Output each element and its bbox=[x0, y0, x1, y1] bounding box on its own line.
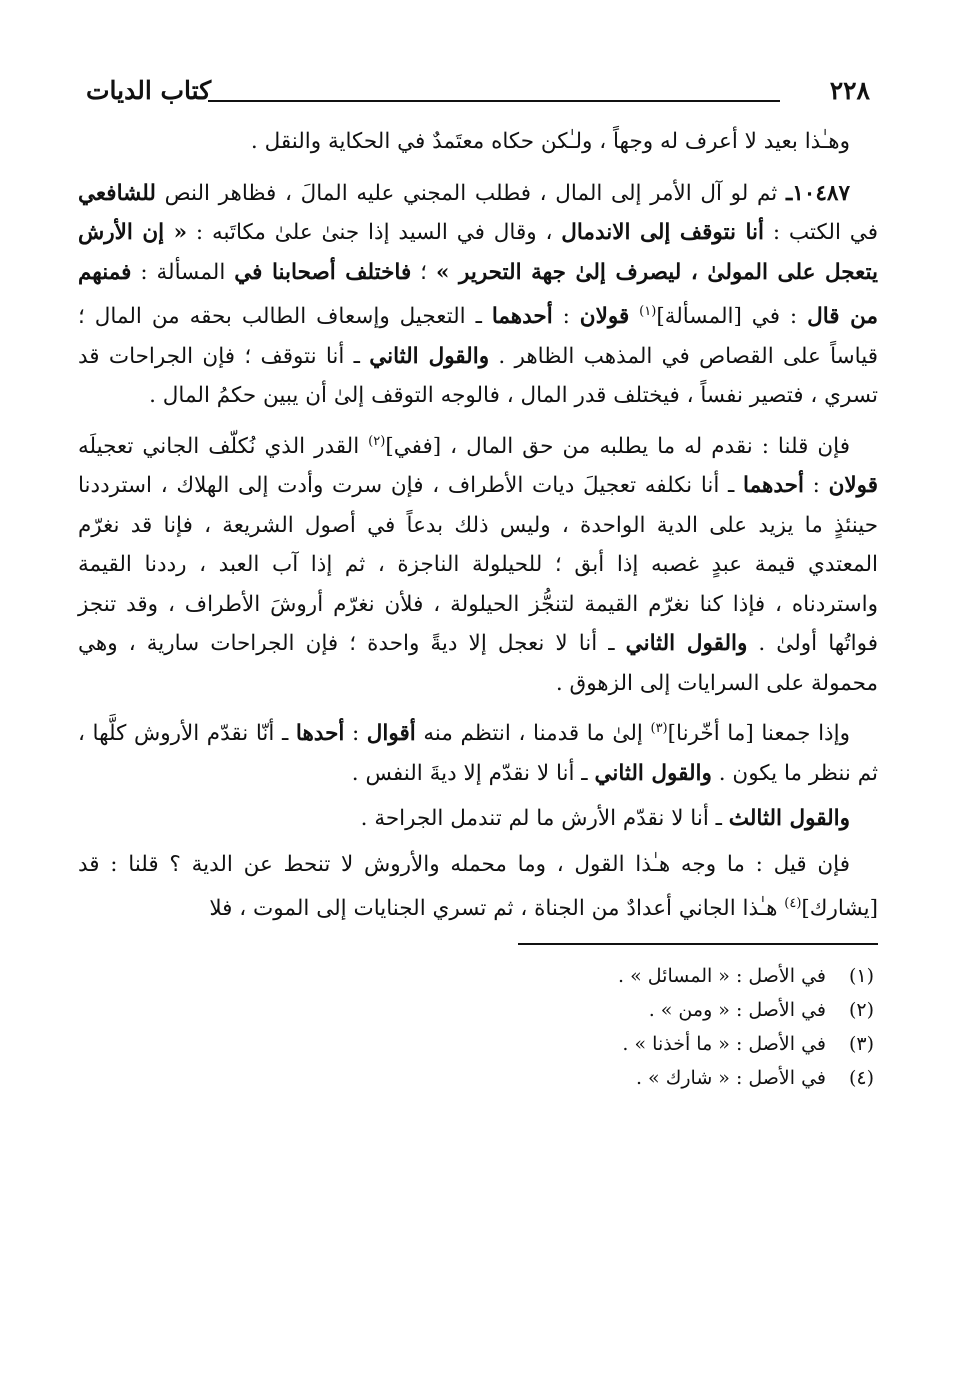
document-page bbox=[78, 70, 878, 1095]
bold-term: للشافعي bbox=[78, 180, 156, 206]
footnote-text: في الأصل : « ومن » . bbox=[648, 999, 826, 1022]
text-run: وهـٰذا بعيد لا أعرف له وجهاً ، ولـٰكن حكاه معتَمدٌ في الحكاية والنقل . bbox=[250, 129, 850, 154]
text-run: فإن قلنا : نقدم له ما يطلبه من حق المال ، [ففي] bbox=[385, 433, 850, 459]
footnote-text: في الأصل : « المسائل » . bbox=[618, 965, 826, 988]
paragraph-6 bbox=[78, 845, 878, 929]
footnote-ref: (٣) bbox=[650, 721, 668, 737]
body-text bbox=[78, 122, 878, 929]
text-run: : bbox=[803, 473, 829, 499]
bold-term: ١٠٤٨٧ـ bbox=[785, 180, 850, 206]
bold-term: والقول الثاني bbox=[369, 343, 490, 369]
bold-term: فمنهم من قال bbox=[78, 259, 878, 330]
text-run: هـٰذا الجاني أعدادٌ من الجناة ، ثم تسري الجنايات إلى الموت ، فلا bbox=[209, 896, 785, 922]
bold-term: والقول الثالث bbox=[728, 806, 850, 832]
footnote-rule bbox=[518, 943, 878, 945]
footnote-text: في الأصل : « شارك » . bbox=[635, 1067, 826, 1090]
text-run: ؛ bbox=[411, 259, 436, 285]
text-run: ـ أنا نتوقف ؛ فإن الجراحات قد تسري ، فتصير نفساً ، فيختلف قدر المال ، فالوجه التوقف إلىٰ أن يبين حكمُ المال . bbox=[78, 343, 878, 409]
bold-term: أحدها bbox=[295, 721, 345, 747]
text-run: إلىٰ ما قدمنا ، انتظم منه bbox=[415, 721, 651, 747]
bold-term: فاختلف أصحابنا في bbox=[234, 259, 412, 285]
text-run: ، وقال في السيد إذا جنىٰ علىٰ مكاتَبه : bbox=[187, 220, 562, 245]
text-run: ـ أنا لا نعجل إلا ديةً واحدة ؛ فإن الجراحات سارية ، وهي محمولة على السرايات إلى الزهوق . bbox=[78, 631, 878, 696]
text-run: فإن قيل : ما وجه هـٰذا القول ، وما محمله والأروش لا تنحط عن الدية ؟ قلنا : قد [يشارك] bbox=[78, 851, 878, 922]
text-run: : bbox=[344, 721, 367, 747]
paragraph-1 bbox=[78, 122, 878, 162]
paragraph-3 bbox=[78, 422, 878, 704]
footnote-number: (١) bbox=[848, 965, 874, 988]
paragraph-5 bbox=[78, 799, 878, 839]
text-run: ثم لو آل الأمر إلى المال ، فطلب المجني عليه المالَ ، فظاهر النص bbox=[155, 180, 786, 206]
text-run: ـ أنا لا نقدّم إلا ديةَ النفس . bbox=[351, 760, 595, 786]
footnote-ref: (١) bbox=[639, 304, 657, 319]
bold-term: أنا نتوقف إلى الاندمال bbox=[561, 220, 764, 245]
bold-term: قولان bbox=[579, 304, 630, 330]
footnote-ref: (٢) bbox=[368, 433, 386, 449]
text-run: ـ أنا لا نقدّم الأرش ما لم تندمل الجراحة . bbox=[360, 806, 729, 832]
bold-term: أحدهما bbox=[491, 304, 553, 330]
text-run: ـ أنا نكلفه تعجيلَ ديات الأطراف ، فإن سرت وأدت إلى الهلاك ، استرددنا حينئذٍ ما يزيد على الدية الواحدة ، وليس ذلك بدعاً في أصول الشريعة ، فإنا قد نغرّم المعتدي قيمة عبدٍ غصبه إذا أبق ؛ للحيلولة الناجزة ، ثم إذا آب العبد ، رددنا القيمة واستردناه ، فإذا كنا نغرّم القيمة لتنجُّز الحيلولة ، فلأن نغرّم أروشَ الأطراف ، وقد تنجز فواتُها أولىٰ . bbox=[78, 473, 878, 657]
chapter-title: كتاب الديات bbox=[86, 76, 212, 105]
running-header bbox=[78, 70, 878, 110]
footnotes bbox=[78, 959, 878, 1095]
paragraph-2 bbox=[78, 174, 878, 416]
text-run bbox=[629, 304, 639, 329]
footnote-number: (٤) bbox=[848, 1067, 874, 1090]
footnote-number: (٣) bbox=[848, 1033, 874, 1056]
text-run: : bbox=[552, 304, 580, 330]
footnote-text: في الأصل : « ما أخذنا » . bbox=[622, 1033, 826, 1056]
text-run: وإذا جمعنا [ما أخّرنا] bbox=[667, 721, 850, 747]
text-run: ـ التعجيل وإسعاف الطالب بحقه من المال ؛ قياساً على القصاص في المذهب الظاهر . bbox=[78, 304, 878, 369]
footnote-item bbox=[78, 993, 878, 1027]
text-run: المسألة : bbox=[131, 259, 235, 285]
footnote-item bbox=[78, 1027, 878, 1061]
text-run: ـ أنّا نقدّم الأروش كلَّها ، ثم ننظر ما يكون . bbox=[78, 721, 878, 786]
bold-term: والقول الثاني bbox=[625, 631, 748, 657]
paragraph-4 bbox=[78, 709, 878, 793]
bold-term: والقول الثاني bbox=[594, 760, 712, 786]
footnote-item bbox=[78, 959, 878, 993]
page-number: ٢٢٨ bbox=[829, 76, 870, 105]
text-run: في الكتب : bbox=[764, 220, 878, 245]
footnote-item bbox=[78, 1061, 878, 1095]
footnote-number: (٢) bbox=[848, 999, 874, 1022]
bold-term: « إن الأرش يتعجل على المولىٰ ، ليصرف إلىٰ جهة التحرير » bbox=[78, 220, 878, 285]
bold-term: أحدهما bbox=[743, 473, 804, 499]
footnote-ref: (٤) bbox=[784, 896, 802, 912]
bold-term: أقوال bbox=[366, 721, 416, 747]
bold-term: قولان bbox=[828, 473, 879, 499]
text-run: القدر الذي نُكلّف الجاني تعجيلَه bbox=[78, 433, 369, 459]
text-run: : في [المسألة] bbox=[656, 304, 808, 330]
header-rule bbox=[208, 100, 780, 102]
